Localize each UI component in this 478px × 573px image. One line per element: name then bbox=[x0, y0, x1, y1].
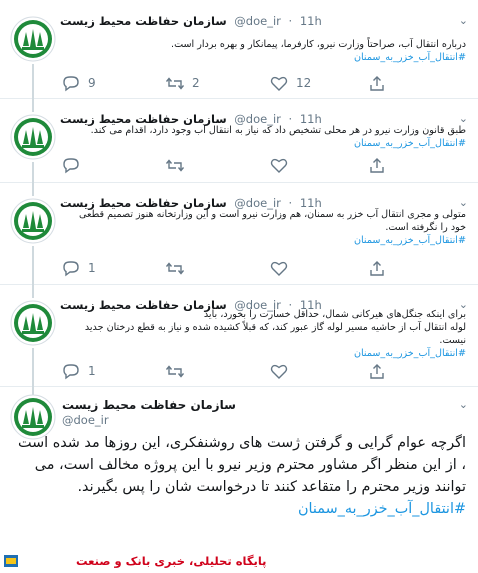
source-banner-label: پایگاه تحلیلی، خبری بانک و صنعت bbox=[76, 554, 267, 568]
reply-count: 9 bbox=[88, 76, 96, 90]
tweet-time[interactable]: 11h bbox=[299, 112, 322, 126]
thread-line bbox=[32, 284, 34, 298]
separator: · bbox=[288, 14, 293, 28]
chevron-down-icon[interactable]: ⌄ bbox=[458, 14, 468, 27]
tweet-1[interactable] bbox=[0, 0, 478, 99]
like-button[interactable] bbox=[270, 74, 311, 92]
avatar[interactable] bbox=[10, 198, 56, 244]
tweet-actions bbox=[62, 362, 362, 380]
retweet-icon bbox=[166, 75, 184, 92]
doe-logo-icon bbox=[10, 114, 56, 160]
retweet-icon bbox=[166, 157, 184, 174]
share-button[interactable] bbox=[368, 156, 394, 174]
hashtag-link[interactable]: #انتقال_آب_خزر_به_سمنان bbox=[353, 52, 466, 63]
thread-line bbox=[32, 162, 34, 182]
reply-button[interactable] bbox=[62, 259, 96, 277]
source-logo-icon bbox=[4, 555, 18, 567]
share-button[interactable] bbox=[368, 259, 394, 277]
retweet-count: 2 bbox=[192, 76, 200, 90]
tweet-body-line-1: برای اینکه جنگل‌های هیرکانی شمال، حداقل خسارت را بخورد، باید bbox=[203, 309, 466, 320]
hashtag-link[interactable]: #انتقال_آب_خزر_به_سمنان bbox=[353, 235, 466, 246]
reply-icon bbox=[62, 157, 80, 174]
reply-button[interactable] bbox=[62, 156, 88, 174]
like-icon bbox=[270, 260, 288, 277]
tweet-time[interactable]: 11h bbox=[299, 196, 322, 210]
tweet-header bbox=[60, 14, 470, 32]
like-icon bbox=[270, 75, 288, 92]
share-icon bbox=[368, 260, 386, 277]
reply-button[interactable] bbox=[62, 362, 96, 380]
account-name[interactable]: سازمان حفاظت محیط زیست bbox=[60, 14, 227, 28]
thread-line bbox=[32, 64, 34, 98]
hashtag-link[interactable]: #انتقال_آب_خزر_به_سمنان bbox=[353, 348, 466, 359]
account-name[interactable]: سازمان حفاظت محیط زیست bbox=[60, 196, 227, 210]
reply-icon bbox=[62, 75, 80, 92]
avatar[interactable] bbox=[10, 16, 56, 62]
tweet-body: متولی و مجری انتقال آب خزر به سمنان، هم وزارت نیرو است و این وزارتخانه هنوز تصمیم قطعی خود را نگرفته است. bbox=[79, 209, 466, 233]
chevron-down-icon[interactable]: ⌄ bbox=[458, 398, 468, 411]
tweet-text bbox=[62, 38, 466, 64]
retweet-button[interactable] bbox=[166, 74, 200, 92]
share-icon bbox=[368, 157, 386, 174]
thread-line bbox=[32, 98, 34, 112]
main-tweet-text bbox=[14, 432, 466, 520]
tweet-actions bbox=[62, 156, 362, 174]
share-icon bbox=[368, 75, 386, 92]
like-button[interactable] bbox=[270, 259, 296, 277]
source-banner bbox=[0, 550, 478, 573]
account-handle[interactable]: @doe_ir bbox=[234, 14, 281, 28]
avatar[interactable] bbox=[10, 300, 56, 346]
like-button[interactable] bbox=[270, 362, 296, 380]
thread-line bbox=[32, 246, 34, 284]
separator: · bbox=[288, 112, 293, 126]
like-icon bbox=[270, 157, 288, 174]
thread-line bbox=[32, 182, 34, 196]
account-handle[interactable]: @doe_ir bbox=[234, 298, 281, 312]
tweet-text bbox=[62, 124, 466, 150]
hashtag-link[interactable]: #انتقال_آب_خزر_به_سمنان bbox=[353, 138, 466, 149]
share-button[interactable] bbox=[368, 74, 394, 92]
hashtag-link[interactable]: #انتقال_آب_خزر_به_سمنان bbox=[297, 501, 466, 517]
separator: · bbox=[288, 196, 293, 210]
reply-count: 1 bbox=[88, 261, 96, 275]
tweet-body-line-2: لوله انتقال آب از حاشیه مسیر لوله گاز عبور کند، که قبلاً کشیده شده و نیاز به قطع درختان جدید نیست. bbox=[84, 322, 466, 346]
main-tweet[interactable] bbox=[0, 386, 478, 550]
account-handle[interactable]: @doe_ir bbox=[62, 413, 109, 427]
retweet-icon bbox=[166, 363, 184, 380]
reply-icon bbox=[62, 363, 80, 380]
reply-count: 1 bbox=[88, 364, 96, 378]
tweet-3[interactable] bbox=[0, 182, 478, 285]
like-button[interactable] bbox=[270, 156, 296, 174]
account-handle[interactable]: @doe_ir bbox=[234, 196, 281, 210]
tweet-actions bbox=[62, 259, 362, 277]
doe-logo-icon bbox=[10, 300, 56, 346]
separator: · bbox=[288, 298, 293, 312]
tweet-text bbox=[62, 308, 466, 360]
share-button[interactable] bbox=[368, 362, 394, 380]
retweet-icon bbox=[166, 260, 184, 277]
retweet-button[interactable] bbox=[166, 362, 192, 380]
main-tweet-header bbox=[62, 398, 282, 427]
account-handle[interactable]: @doe_ir bbox=[234, 112, 281, 126]
like-count: 12 bbox=[296, 76, 312, 90]
account-name[interactable]: سازمان حفاظت محیط زیست bbox=[60, 298, 227, 312]
reply-icon bbox=[62, 260, 80, 277]
main-tweet-body: اگرچه عوام گرایی و گرفتن ژست های روشنفکری، این روزها مد شده است ، از این منظر اگر مشاور محترم وزیر نیرو با این پروژه مخالف است، می توانند وزیر محترم را متقاعد کنند تا درخواست شان را پس بگیرند. bbox=[17, 435, 466, 495]
tweet-body: درباره انتقال آب، صراحتاً وزارت نیرو، کارفرما، پیمانکار و بهره بردار است. bbox=[171, 39, 466, 50]
reply-button[interactable] bbox=[62, 74, 96, 92]
chevron-down-icon[interactable]: ⌄ bbox=[458, 196, 468, 209]
doe-logo-icon bbox=[10, 16, 56, 62]
tweet-actions bbox=[62, 74, 362, 92]
chevron-down-icon[interactable]: ⌄ bbox=[458, 298, 468, 311]
share-icon bbox=[368, 363, 386, 380]
tweet-body: طبق قانون وزارت نیرو در هر محلی تشخیص داد که نیاز به انتقال آب وجود دارد، اقدام می کند. bbox=[90, 125, 466, 136]
avatar[interactable] bbox=[10, 114, 56, 160]
doe-logo-icon bbox=[10, 198, 56, 244]
retweet-button[interactable] bbox=[166, 156, 192, 174]
account-name[interactable]: سازمان حفاظت محیط زیست bbox=[62, 398, 236, 412]
chevron-down-icon[interactable]: ⌄ bbox=[458, 112, 468, 125]
tweet-time[interactable]: 11h bbox=[299, 14, 322, 28]
tweet-2[interactable] bbox=[0, 98, 478, 183]
account-name[interactable]: سازمان حفاظت محیط زیست bbox=[60, 112, 227, 126]
tweet-4[interactable] bbox=[0, 284, 478, 387]
like-icon bbox=[270, 363, 288, 380]
tweet-text bbox=[62, 208, 466, 247]
retweet-button[interactable] bbox=[166, 259, 192, 277]
thread-line bbox=[32, 348, 34, 386]
tweet-time[interactable]: 11h bbox=[299, 298, 322, 312]
